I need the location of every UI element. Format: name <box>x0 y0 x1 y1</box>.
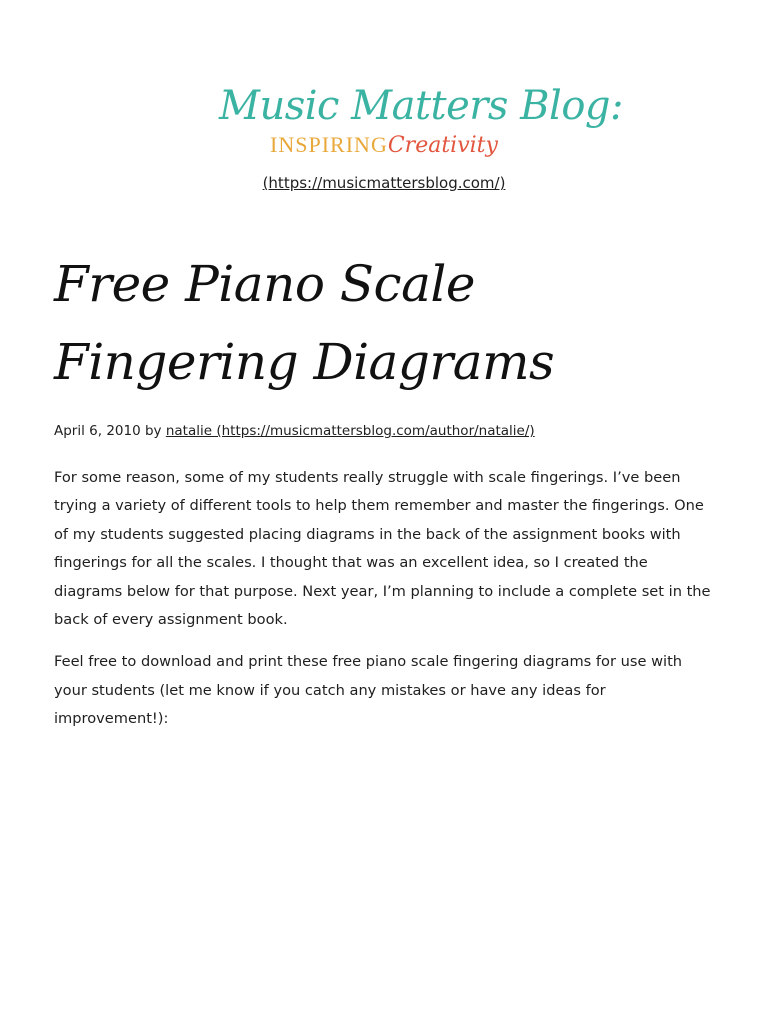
page-title: Free Piano Scale Fingering Diagrams <box>54 255 555 391</box>
logo-subtitle-creativity: Creativity <box>387 133 498 158</box>
article-body <box>54 464 714 748</box>
logo-subtitle-inspiring: INSPIRING <box>270 132 388 157</box>
site-logo[interactable] <box>219 82 623 168</box>
author-link[interactable]: natalie (https://musicmattersblog.com/author/natalie/) <box>165 423 535 439</box>
logo-title: Music Matters Blog: <box>219 83 623 129</box>
post-by-label: by <box>144 423 162 439</box>
post-date: April 6, 2010 <box>54 423 141 439</box>
site-url-link[interactable]: (https://musicmattersblog.com/) <box>262 174 506 192</box>
post-meta <box>54 421 535 441</box>
site-header <box>0 82 768 192</box>
logo-subtitle <box>219 132 549 158</box>
paragraph-intro: For some reason, some of my students really struggle with scale fingerings. I’ve been trying a variety of different tools to help them remember and master the fingerings. One of my students suggested placing diagrams in the back of the assignment books with fingerings for all the scales. I thought that was an excellent idea, so I created the diagrams below for that purpose. Next year, I’m planning to include a complete set in the back of every assignment book. <box>54 469 711 629</box>
paragraph-download: Feel free to download and print these free piano scale fingering diagrams for use with your students (let me know if you catch any mistakes or have any ideas for improvement!): <box>54 653 683 728</box>
